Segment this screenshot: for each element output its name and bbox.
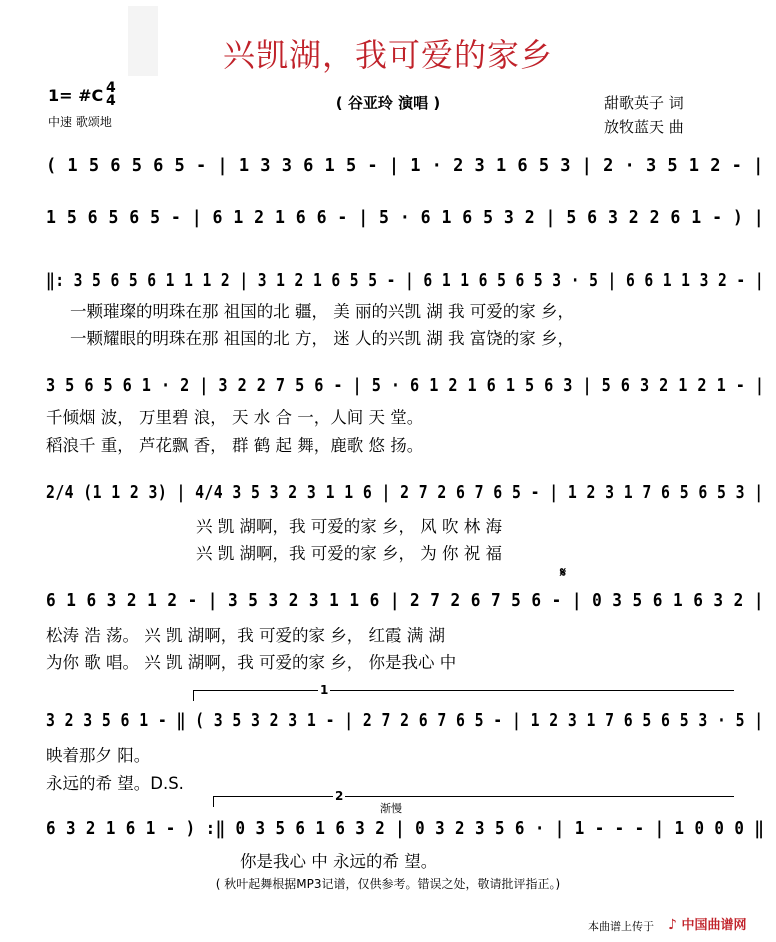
lyric-row-5-verse-2: 兴 凯 湖啊，我 可爱的家 乡， 为 你 祝 福 [196,544,502,563]
footnote: ( 秋叶起舞根据MP3记谱，仅供参考。错误之处，敬请批评指正。) [215,877,561,891]
lyric-row-3-verse-2: 一颗耀眼的明珠在那 祖国的北 方， 迷 人的兴凯 湖 我 富饶的家 乡， [70,329,574,348]
notation-row-2: 1 5 6 5 6 5 - | 6 1 2 1 6 6 - | 5 · 6 1 6 5 3 2 | 5 6 3 2 2 6 1 - ) | [46,207,765,228]
composer-credit: 放牧蓝天 曲 [604,118,684,136]
lyric-row-6-verse-2: 为你 歌 唱。 兴 凯 湖啊，我 可爱的家 乡， 你是我心 中 [46,653,457,672]
time-sig-bottom: 4 [106,93,116,109]
segno-icon: 𝄋 [560,565,567,581]
lyric-row-4-verse-2: 稻浪千 重， 芦花飘 香， 群 鹤 起 舞，鹿歌 悠 扬。 [46,436,424,455]
lyric-row-5-verse-1: 兴 凯 湖啊，我 可爱的家 乡， 风 吹 林 海 [196,517,502,536]
notation-row-4: 3 5 6 5 6 1 · 2 | 3 2 2 7 5 6 - | 5 · 6 1 2 1 6 1 5 6 3 | 5 6 3 2 1 2 1 - | [46,375,765,396]
notation-row-3: ‖: 3 5 6 5 6 1 1 1 2 | 3 1 2 1 6 5 5 - | 6 1 1 6 5 6 5 3 · 5 | 6 6 1 1 3 2 - | [46,270,765,291]
song-title: 兴凯湖，我可爱的家乡 [222,36,553,74]
lyricist-credit: 甜歌英子 词 [604,94,684,112]
singer-credit: ( 谷亚玲 演唱 ) [335,94,441,112]
notation-row-7: 3 2 3 5 6 1 - ‖ ( 3 5 3 2 3 1 - | 2 7 2 6 7 6 5 - | 1 2 3 1 7 6 5 6 5 3 · 5 | [46,710,764,731]
lyric-row-4-verse-1: 千倾烟 波， 万里碧 浪， 天 水 合 一，人间 天 堂。 [46,408,424,427]
tempo-marking: 中速 歌颂地 [48,115,112,129]
notation-row-6: 6 1 6 3 2 1 2 - | 3 5 3 2 3 1 1 6 | 2 7 2 6 7 5 6 - | 0 3 5 6 1 6 3 2 | [46,590,764,611]
lyric-row-3-verse-1: 一颗璀璨的明珠在那 祖国的北 疆， 美 丽的兴凯 湖 我 可爱的家 乡， [70,302,574,321]
lyric-row-8: 你是我心 中 永远的希 望。 [240,852,438,871]
time-sig-top: 4 [106,80,116,96]
lyric-row-7-verse-1: 映着那夕 阳。 [46,746,151,765]
site-logo [668,914,746,933]
lyric-row-7-verse-2: 永远的希 望。D.S. [46,774,184,793]
notation-row-1: ( 1 5 6 5 6 5 - | 1 3 3 6 1 5 - | 1 · 2 3 1 6 5 3 | 2 · 3 5 1 2 - | [46,155,764,176]
volta-number-2: 2 [335,789,344,803]
notation-row-5: 2/4 (1 1 2 3) | 4/4 3 5 3 2 3 1 1 6 | 2 7 2 6 7 6 5 - | 1 2 3 1 7 6 5 6 5 3 | [46,482,764,503]
site-logo-text: 中国曲谱网 [681,918,747,933]
volta-number-1: 1 [320,683,329,697]
ritardando-marking: 渐慢 [380,802,402,815]
lyric-row-6-verse-1: 松涛 浩 荡。 兴 凯 湖啊，我 可爱的家 乡， 红霞 满 湖 [46,626,445,645]
logo-icon: ♪ [668,917,677,933]
key-signature: 1= #C [48,86,104,105]
notation-row-8: 6 3 2 1 6 1 - ) :‖ 0 3 5 6 1 6 3 2 | 0 3 2 3 5 6 · | 1 - - - | 1 0 0 0 ‖ [46,818,765,839]
volta-bracket-2 [213,796,734,807]
volta-bracket-1 [193,690,734,701]
upload-note: 本曲谱上传于 [588,920,654,933]
